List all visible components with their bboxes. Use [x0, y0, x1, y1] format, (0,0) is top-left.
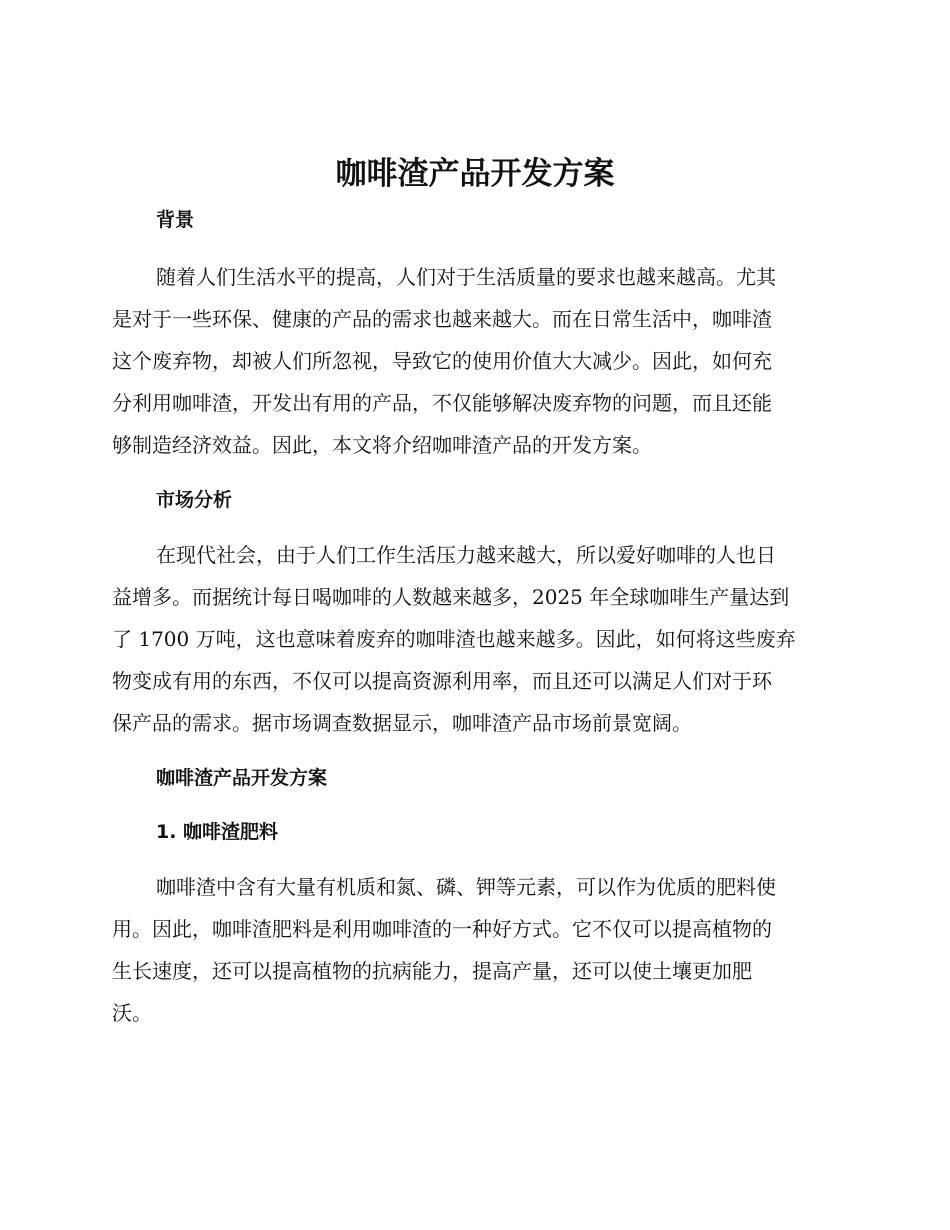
- subsection-heading-fertilizer: 1. 咖啡渣肥料: [156, 821, 279, 843]
- paragraph-line: 够制造经济效益。因此，本文将介绍咖啡渣产品的开发方案。: [112, 433, 652, 457]
- paragraph-background: [112, 256, 842, 466]
- paragraph-line: 益增多。而据统计每日喝咖啡的人数越来越多，2025 年全球咖啡生产量达到: [112, 585, 790, 609]
- document-title: 咖啡渣产品开发方案: [335, 156, 615, 192]
- section-heading-development-plan: 咖啡渣产品开发方案: [156, 767, 328, 789]
- paragraph-fertilizer: [112, 866, 842, 1034]
- paragraph-line: 随着人们生活水平的提高，人们对于生活质量的要求也越来越高。尤其: [156, 265, 776, 289]
- paragraph-line: 这个废弃物，却被人们所忽视，导致它的使用价值大大减少。因此，如何充: [112, 349, 772, 373]
- paragraph-line: 保产品的需求。据市场调查数据显示，咖啡渣产品市场前景宽阔。: [112, 711, 692, 735]
- paragraph-line: 分利用咖啡渣，开发出有用的产品，不仅能够解决废弃物的问题，而且还能: [112, 391, 772, 415]
- paragraph-line: 在现代社会，由于人们工作生活压力越来越大，所以爱好咖啡的人也日: [156, 543, 776, 567]
- section-heading-market-analysis: 市场分析: [156, 489, 233, 511]
- paragraph-line: 用。因此，咖啡渣肥料是利用咖啡渣的一种好方式。它不仅可以提高植物的: [112, 917, 772, 941]
- paragraph-line: 了 1700 万吨，这也意味着废弃的咖啡渣也越来越多。因此，如何将这些废弃: [112, 627, 796, 651]
- paragraph-line: 物变成有用的东西，不仅可以提高资源利用率，而且还可以满足人们对于环: [112, 669, 772, 693]
- paragraph-line: 是对于一些环保、健康的产品的需求也越来越大。而在日常生活中，咖啡渣: [112, 307, 772, 331]
- paragraph-line: 生长速度，还可以提高植物的抗病能力，提高产量，还可以使土壤更加肥: [112, 959, 752, 983]
- paragraph-market-analysis: [112, 534, 842, 744]
- section-heading-background: 背景: [156, 209, 195, 231]
- paragraph-line: 咖啡渣中含有大量有机质和氮、磷、钾等元素，可以作为优质的肥料使: [156, 875, 776, 899]
- paragraph-line: 沃。: [112, 1001, 152, 1025]
